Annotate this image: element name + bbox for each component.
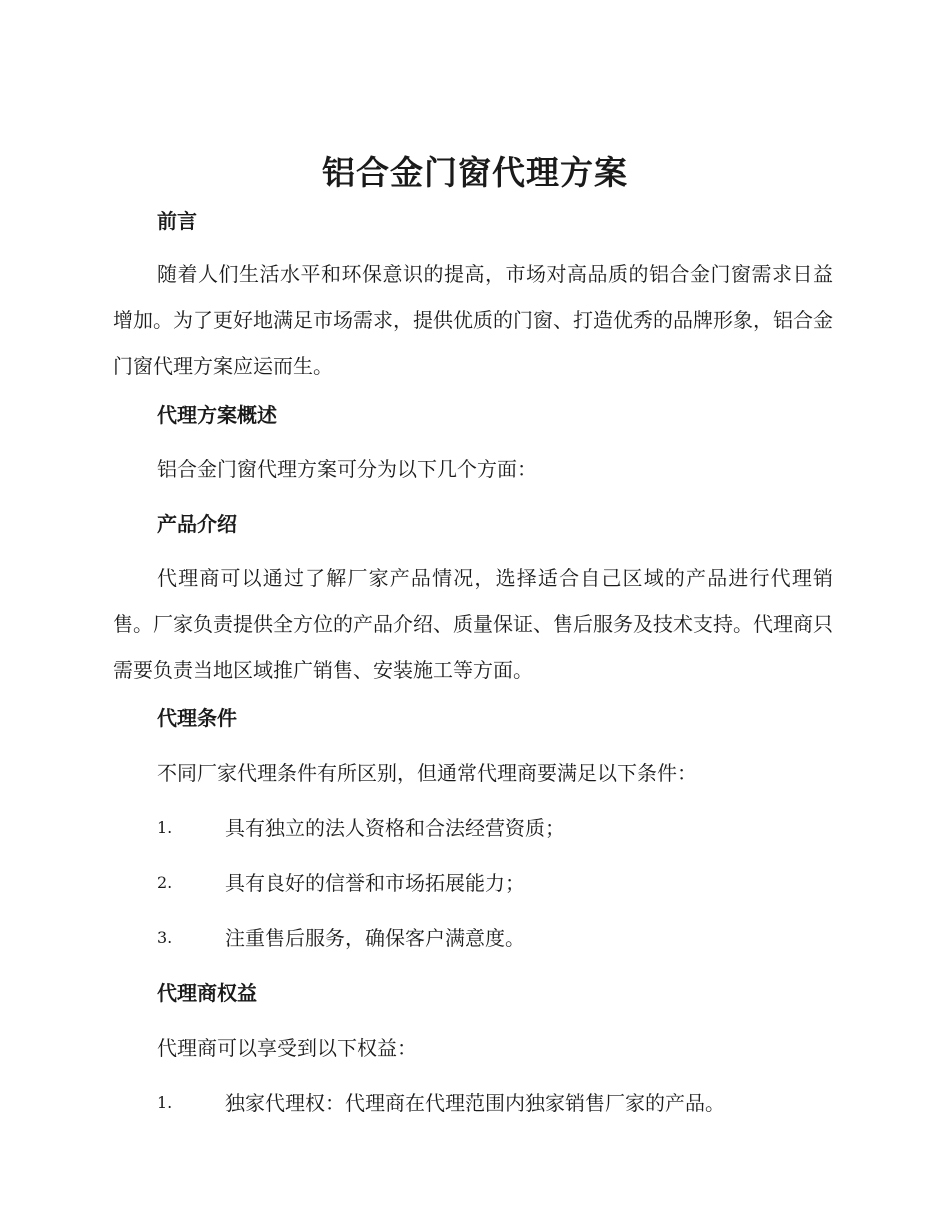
paragraph-overview-intro: 铝合金门窗代理方案可分为以下几个方面： <box>157 457 537 481</box>
list-item-text: 独家代理权：代理商在代理范围内独家销售厂家的产品。 <box>225 1091 725 1115</box>
list-item-text: 具有良好的信誉和市场拓展能力； <box>225 871 525 895</box>
heading-rights: 代理商权益 <box>157 981 257 1005</box>
heading-preface: 前言 <box>157 209 197 233</box>
document-title: 铝合金门窗代理方案 <box>322 153 628 192</box>
list-item-text: 具有独立的法人资格和合法经营资质； <box>225 816 565 840</box>
list-item-number: 1. <box>157 1093 173 1112</box>
list-item-number: 1. <box>157 818 173 837</box>
heading-conditions: 代理条件 <box>157 706 237 730</box>
paragraph-rights-intro: 代理商可以享受到以下权益： <box>157 1036 417 1060</box>
paragraph-product: 代理商可以通过了解厂家产品情况，选择适合自己区域的产品进行代理销售。厂家负责提供全方位的产品介绍、质量保证、售后服务及技术支持。代理商只需要负责当地区域推广销售、安装施工等方面。 <box>113 566 833 682</box>
list-item-number: 3. <box>157 928 173 947</box>
paragraph-conditions-intro: 不同厂家代理条件有所区别，但通常代理商要满足以下条件： <box>157 761 697 785</box>
heading-product: 产品介绍 <box>157 512 237 536</box>
list-item-number: 2. <box>157 873 173 892</box>
paragraph-preface: 随着人们生活水平和环保意识的提高，市场对高品质的铝合金门窗需求日益增加。为了更好地满足市场需求，提供优质的门窗、打造优秀的品牌形象，铝合金门窗代理方案应运而生。 <box>113 262 833 378</box>
heading-overview: 代理方案概述 <box>157 403 277 427</box>
list-item-text: 注重售后服务，确保客户满意度。 <box>225 926 525 950</box>
